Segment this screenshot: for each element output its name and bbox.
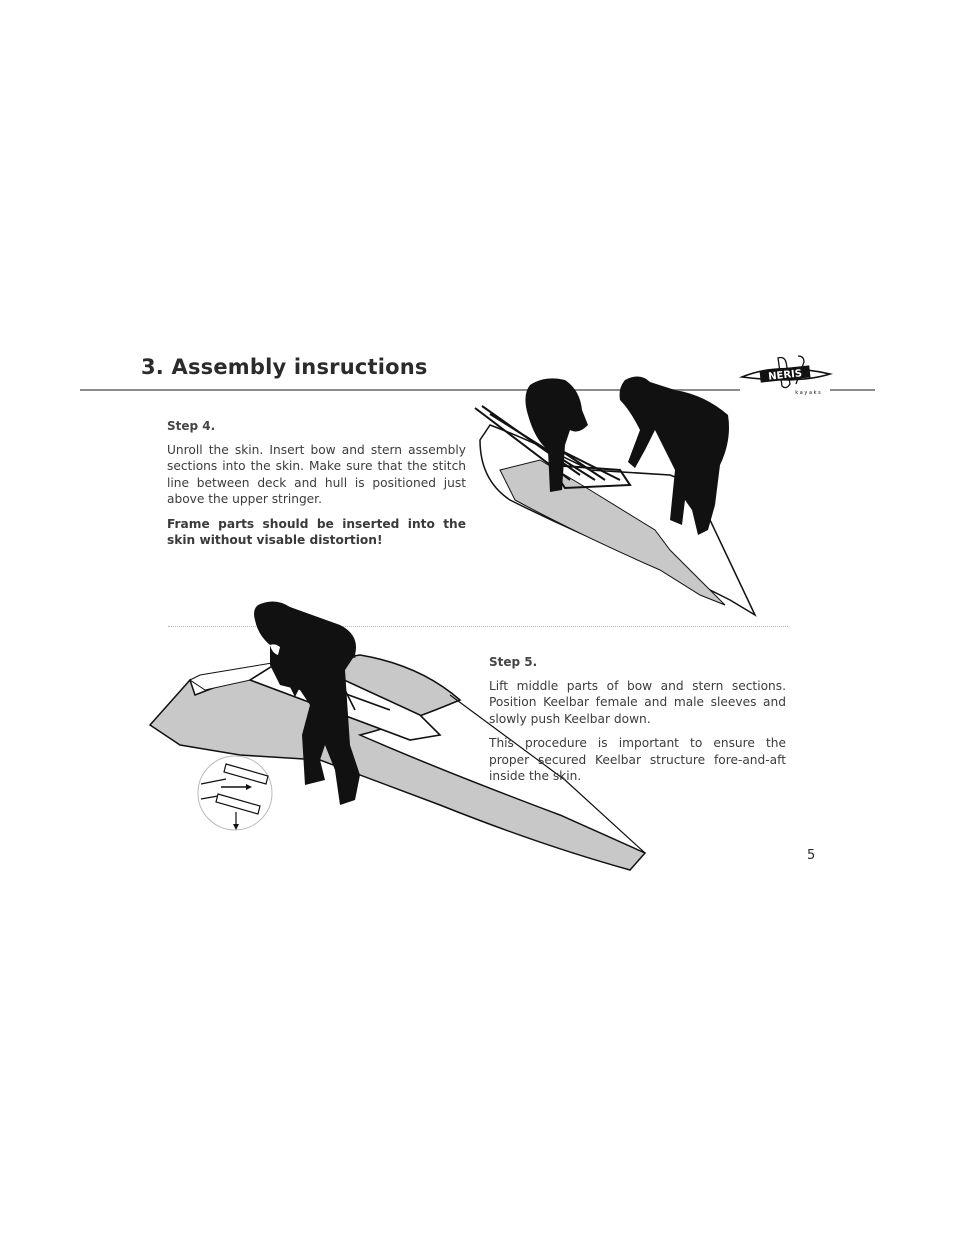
step-5-heading: Step 5. — [489, 655, 538, 669]
step-5-section — [489, 655, 786, 792]
step-4-paragraph: Unroll the skin. Insert bow and stern assembly sections into the skin. Make sure that the stitch line between deck and hull is positioned just above the upper stringer. — [167, 443, 466, 507]
page-title: 3. Assembly insructions — [141, 355, 428, 379]
step-4-section — [167, 419, 466, 556]
logo-text: NERIS — [767, 368, 803, 383]
keelbar-detail-inset — [196, 754, 274, 832]
page-number: 5 — [807, 848, 816, 863]
step-4-heading: Step 4. — [167, 419, 216, 433]
step-5-paragraph: Lift middle parts of bow and stern sections. Position Keelbar female and male sleeves and slowly push Keelbar down. — [489, 679, 786, 726]
step-4-warning: Frame parts should be inserted into the skin without visable distortion! — [167, 516, 466, 548]
logo-subtext: k a y a k s — [795, 390, 821, 396]
step-5-note: This procedure is important to ensure the proper secured Keelbar structure fore-and-aft inside the skin. — [489, 736, 786, 784]
header-rule-right — [830, 389, 875, 391]
step-4-illustration — [470, 370, 770, 620]
